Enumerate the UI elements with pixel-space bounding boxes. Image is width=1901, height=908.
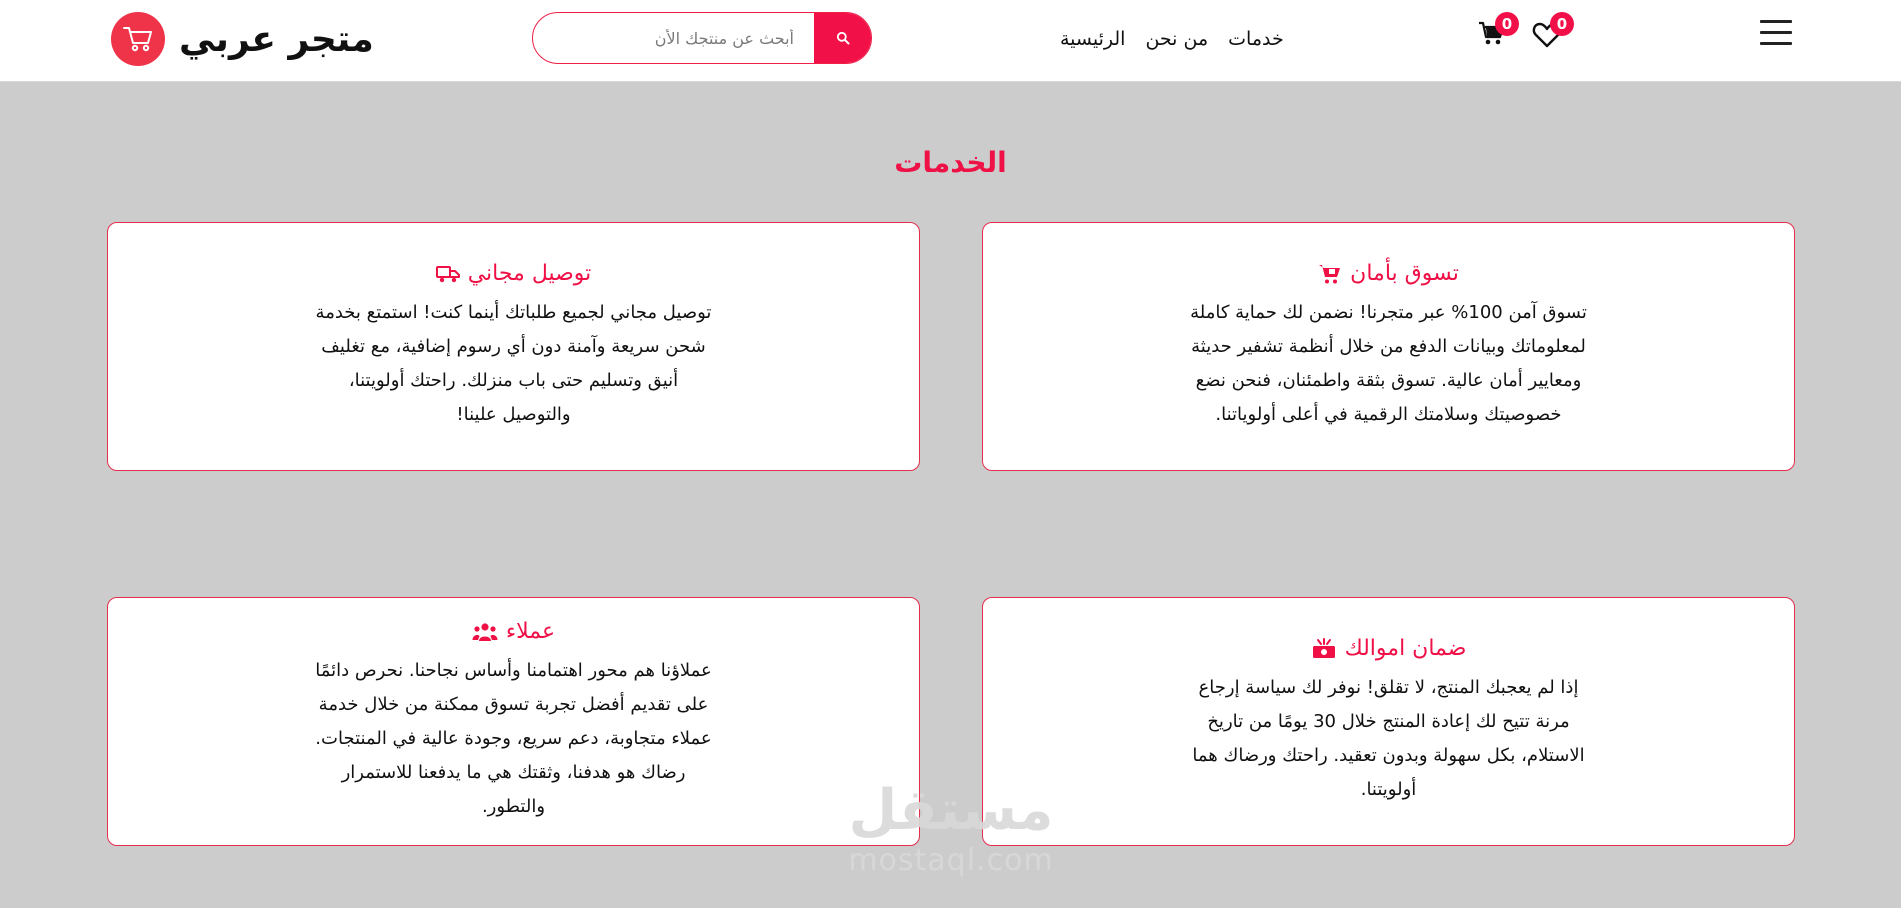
search-input[interactable] (533, 13, 814, 63)
main-nav (1060, 22, 1304, 56)
users-icon (472, 622, 498, 642)
logo[interactable] (111, 12, 374, 66)
wishlist-button[interactable] (1532, 15, 1578, 50)
cart-button[interactable] (1478, 15, 1524, 50)
card-text: تسوق آمن 100% عبر متجرنا! نضمن لك حماية كاملة لمعلوماتك وبيانات الدفع من خلال أنظمة تشفير حديثة ومعايير أمان عالية. تسوق بثقة واطمئنان، فنحن نضع خصوصيتك وسلامتك الرقمية في أعلى أولوياتنا. (1190, 302, 1587, 425)
card-text: عملاؤنا هم محور اهتمامنا وأساس نجاحنا. نحرص دائمًا على تقديم أفضل تجربة تسوق ممكنة من خلال خدمة عملاء متجاوبة، دعم سريع، وجودة عالية في المنتجات. رضاك هو هدفنا، وثقتك هي ما يدفعنا للاستمرار والتطور. (315, 660, 712, 817)
search-bar (532, 12, 872, 64)
search-button[interactable] (814, 13, 871, 63)
card-title: ضمان اموالك (1344, 636, 1467, 661)
card-text: توصيل مجاني لجميع طلباتك أينما كنت! استمتع بخدمة شحن سريعة وآمنة دون أي رسوم إضافية، مع تغليف أنيق وتسليم حتى باب منزلك. راحتك أولويتنا، والتوصيل علينا! (315, 302, 712, 425)
service-card-free-delivery (107, 222, 920, 471)
nav-link-home[interactable]: الرئيسية (1060, 28, 1126, 50)
watermark-arabic: مستقل (848, 778, 1054, 843)
cart-icon (1318, 263, 1342, 285)
truck-icon (436, 264, 460, 284)
card-title: تسوق بأمان (1350, 261, 1459, 286)
site-header (0, 0, 1901, 82)
nav-link-about[interactable]: من نحن (1145, 28, 1209, 50)
watermark-latin: mostaql.com (848, 843, 1054, 878)
logo-text: متجر عربي (179, 18, 374, 60)
wishlist-count-badge: 0 (1550, 12, 1574, 36)
hamburger-menu-icon[interactable] (1760, 20, 1792, 52)
card-title: توصيل مجاني (467, 261, 592, 286)
card-title: عملاء (505, 619, 556, 644)
nav-link-services[interactable]: خدمات (1228, 28, 1284, 50)
money-icon (1311, 638, 1337, 660)
mostaql-watermark (832, 778, 1070, 890)
cart-count-badge: 0 (1495, 12, 1519, 36)
card-text: إذا لم يعجبك المنتج، لا تقلق! نوفر لك سياسة إرجاع مرنة تتيح لك إعادة المنتج خلال 30 يومًا من تاريخ الاستلام، بكل سهولة وبدون تعقيد. راحتك ورضاك هما أولويتنا. (1192, 677, 1585, 800)
service-card-secure-shopping (982, 222, 1795, 471)
search-icon (836, 31, 850, 45)
cart-logo-icon (111, 12, 165, 66)
service-card-money-guarantee (982, 597, 1795, 846)
section-title: الخدمات (894, 146, 1007, 179)
service-card-customers (107, 597, 920, 846)
